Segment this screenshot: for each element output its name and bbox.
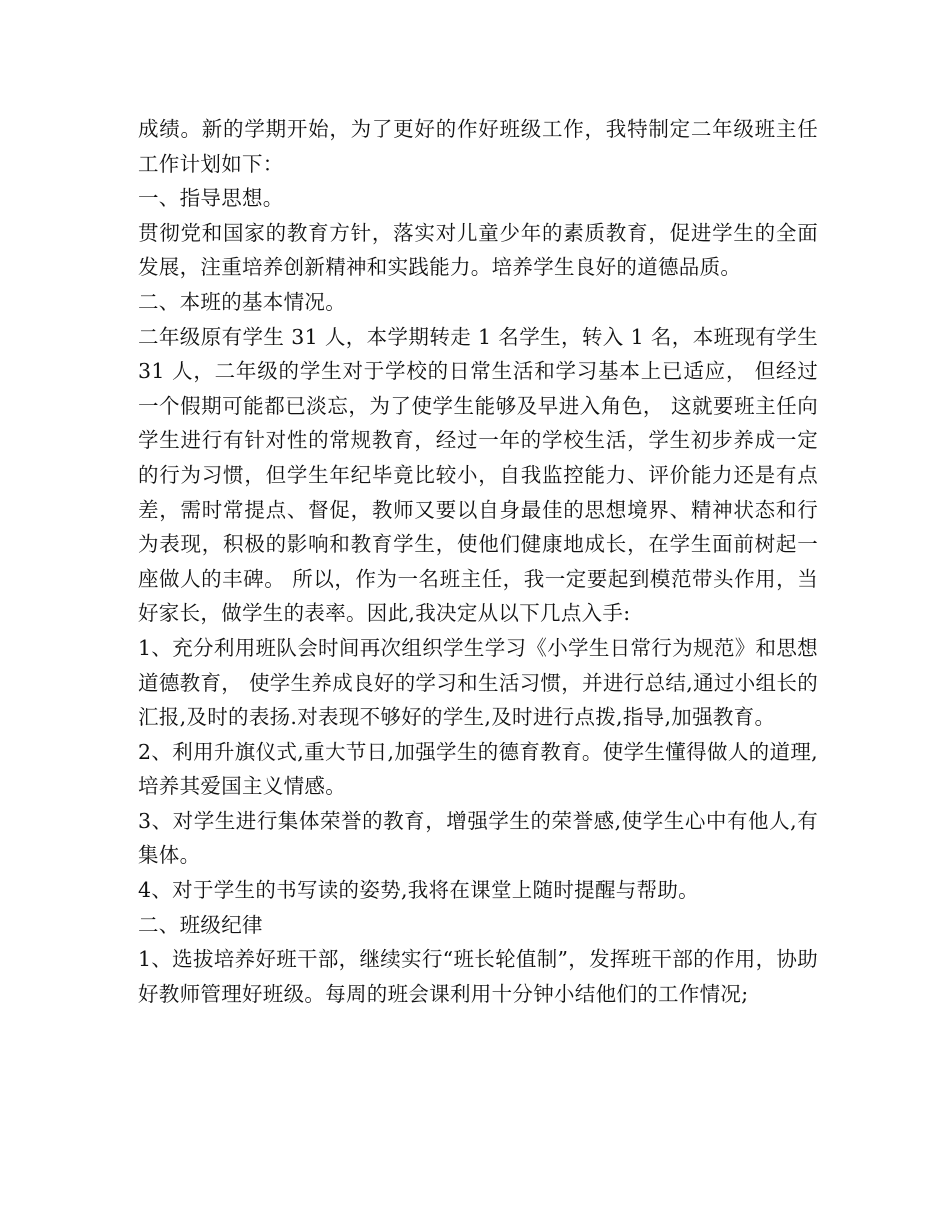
heading-class-discipline: 二、班级纪律	[138, 912, 263, 937]
list-item-discipline-1: 1、选拔培养好班干部，继续实行“班长轮值制”，发挥班干部的作用，协助好教师管理好班级。每周的班会课利用十分钟小结他们的工作情况;	[138, 947, 818, 1006]
paragraph-intro: 成绩。新的学期开始，为了更好的作好班级工作，我特制定二年级班主任工作计划如下：	[138, 117, 818, 176]
document-page	[138, 112, 818, 1011]
paragraph-class-situation: 二年级原有学生 31 人，本学期转走 1 名学生，转入 1 名，本班现有学生 31 人，二年级的学生对于学校的日常生活和学习基本上已适应， 但经过一个假期可能都已淡忘，为了使学生能够及早进入角色， 这就要班主任向学生进行有针对性的常规教育，经过一年的学校生活，学生初步养成一定的行为习惯，但学生年纪毕竟比较小，自我监控能力、评价能力还是有点差，需时常提点、督促，教师又要以自身最佳的思想境界、精神状态和行为表现，积极的影响和教育学生，使他们健康地成长，在学生面前树起一座做人的丰碑。 所以，作为一名班主任，我一定要起到模范带头作用，当好家长，做学生的表率。因此,我决定从以下几点入手:	[138, 324, 818, 626]
heading-class-situation: 二、本班的基本情况。	[138, 289, 346, 314]
list-item-3: 3、对学生进行集体荣誉的教育，增强学生的荣誉感,使学生心中有他人,有集体。	[138, 808, 818, 868]
list-item-1: 1、充分利用班队会时间再次组织学生学习《小学生日常行为规范》和思想道德教育， 使学生养成良好的学习和生活习惯，并进行总结,通过小组长的汇报,及时的表扬.对表现不够好的学生,及时进行点拨,指导,加强教育。	[138, 635, 818, 730]
heading-guiding-thought: 一、指导思想。	[138, 186, 284, 211]
list-item-2: 2、利用升旗仪式,重大节日,加强学生的德育教育。使学生懂得做人的道理,培养其爱国主义情感。	[138, 739, 818, 799]
paragraph-guiding-thought: 贯彻党和国家的教育方针，落实对儿童少年的素质教育，促进学生的全面发展，注重培养创新精神和实践能力。培养学生良好的道德品质。	[138, 220, 818, 280]
list-item-4: 4、对于学生的书写读的姿势,我将在课堂上随时提醒与帮助。	[138, 878, 699, 903]
